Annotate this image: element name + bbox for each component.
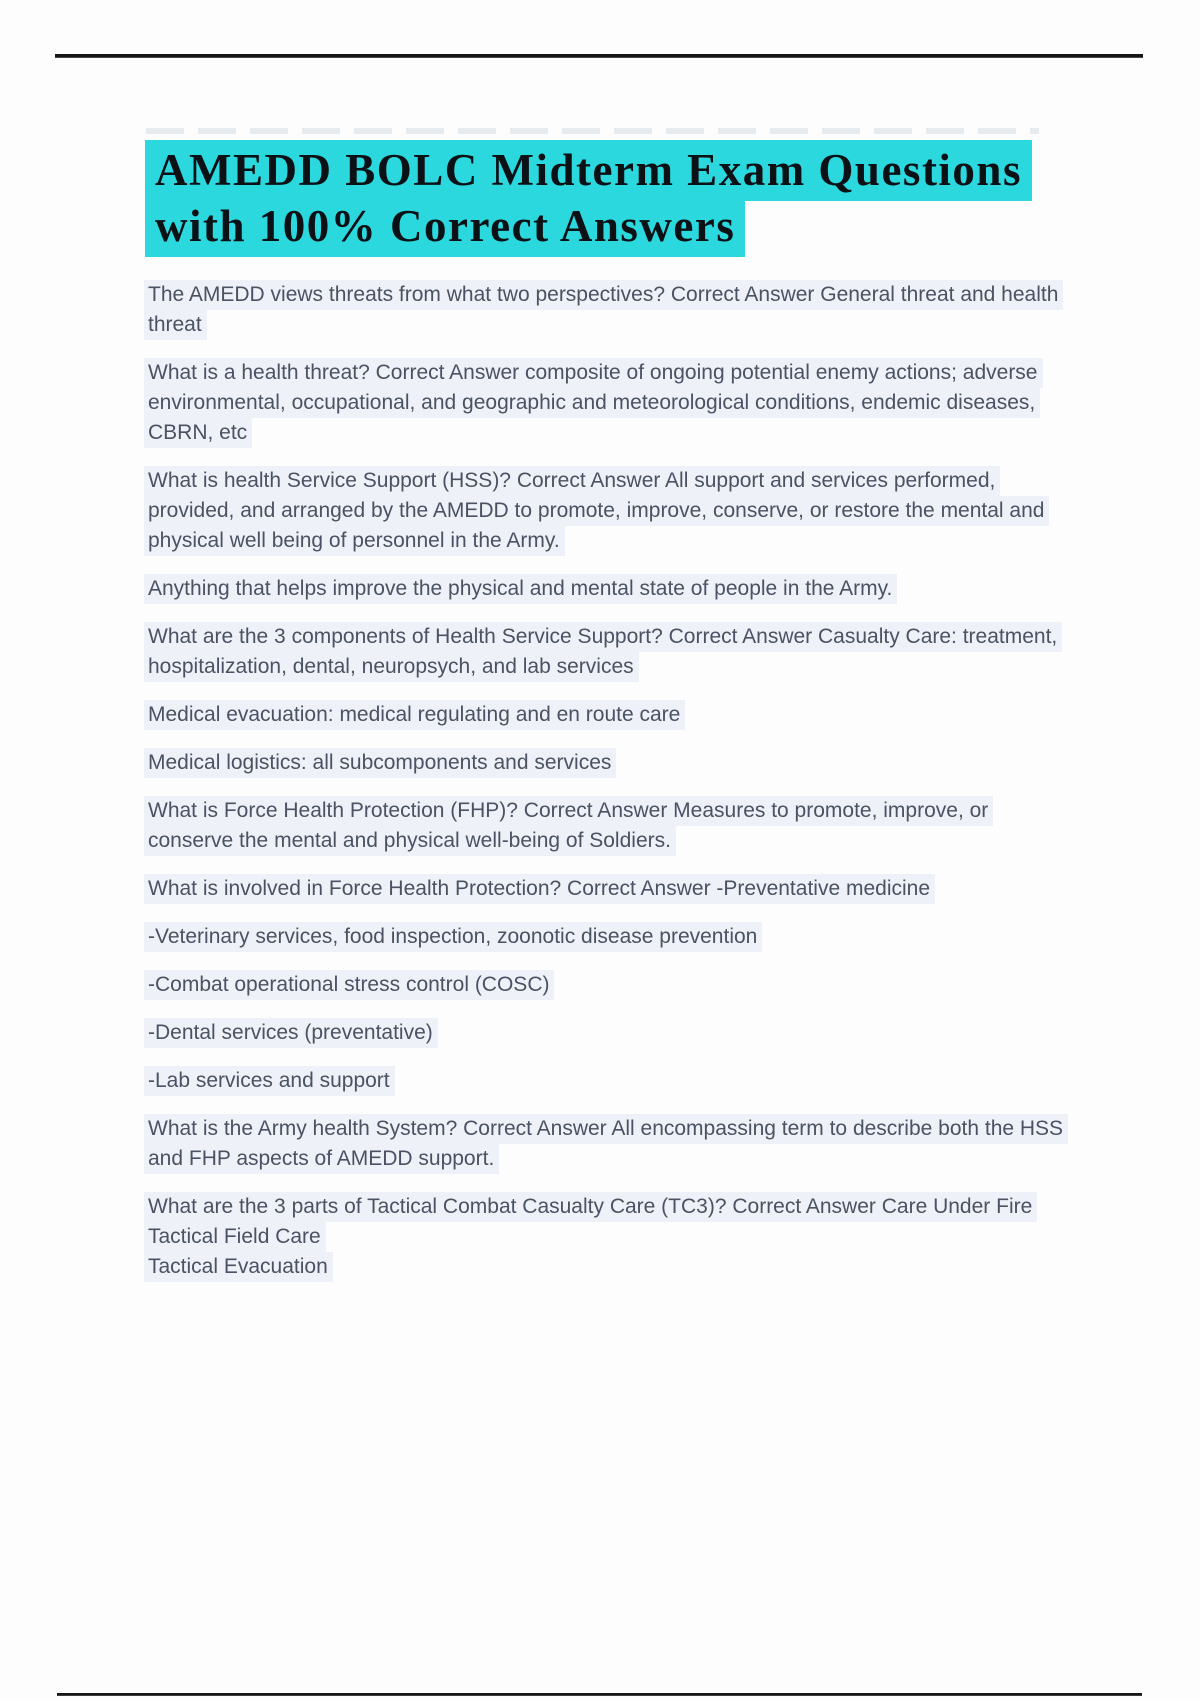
- qa-text-highlight: What are the 3 components of Health Service Support? Correct Answer Casualty Care: treatment, hospitalization, dental, neuropsych, and lab services: [144, 622, 1062, 682]
- qa-text-highlight: Medical evacuation: medical regulating and en route care: [144, 700, 685, 730]
- qa-text-highlight: -Lab services and support: [144, 1066, 395, 1096]
- qa-text-highlight: -Dental services (preventative): [144, 1018, 438, 1048]
- qa-text-highlight: The AMEDD views threats from what two perspectives? Correct Answer General threat and health threat: [144, 280, 1063, 340]
- qa-text-highlight: -Combat operational stress control (COSC): [144, 970, 554, 1000]
- qa-paragraph: [144, 1018, 1076, 1048]
- qa-paragraph: [144, 358, 1076, 448]
- qa-paragraph: [144, 748, 1076, 778]
- qa-content: [144, 280, 1076, 1300]
- qa-paragraph: [144, 922, 1076, 952]
- title-line: [145, 142, 1032, 198]
- qa-paragraph: [144, 574, 1076, 604]
- title-highlight: AMEDD BOLC Midterm Exam Questions: [145, 140, 1032, 201]
- highlight-artifact-strip: [146, 128, 1039, 134]
- qa-paragraph: [144, 1114, 1076, 1174]
- qa-text-highlight: Anything that helps improve the physical and mental state of people in the Army.: [144, 574, 897, 604]
- qa-paragraph: [144, 1192, 1076, 1282]
- qa-paragraph: [144, 874, 1076, 904]
- qa-paragraph: [144, 700, 1076, 730]
- bottom-rule: [57, 1693, 1142, 1696]
- qa-text-highlight: What is health Service Support (HSS)? Correct Answer All support and services performed, provided, and arranged by the AMEDD to promote, improve, conserve, or restore the mental and physical well being of personnel in the Army.: [144, 466, 1049, 556]
- qa-text-highlight: What is Force Health Protection (FHP)? Correct Answer Measures to promote, improve, or conserve the mental and physical well-being of Soldiers.: [144, 796, 993, 856]
- title-highlight: with 100% Correct Answers: [145, 196, 745, 257]
- qa-text-highlight: What is involved in Force Health Protection? Correct Answer -Preventative medicine: [144, 874, 935, 904]
- qa-text-highlight: Medical logistics: all subcomponents and services: [144, 748, 616, 778]
- top-rule: [55, 54, 1143, 58]
- qa-text-highlight: -Veterinary services, food inspection, zoonotic disease prevention: [144, 922, 762, 952]
- qa-text-highlight: What is a health threat? Correct Answer composite of ongoing potential enemy actions; adverse environmental, occupational, and geographic and meteorological conditions, endemic diseases, CBRN, etc: [144, 358, 1043, 448]
- qa-paragraph: [144, 622, 1076, 682]
- qa-paragraph: [144, 466, 1076, 556]
- qa-text-highlight: What are the 3 parts of Tactical Combat Casualty Care (TC3)? Correct Answer Care Under Fire Tactical Field Care Tactical Evacuation: [144, 1192, 1037, 1282]
- title-line: [145, 198, 1032, 254]
- qa-paragraph: [144, 280, 1076, 340]
- document-title: [145, 142, 1032, 254]
- qa-paragraph: [144, 1066, 1076, 1096]
- qa-text-highlight: What is the Army health System? Correct Answer All encompassing term to describe both the HSS and FHP aspects of AMEDD support.: [144, 1114, 1068, 1174]
- qa-paragraph: [144, 796, 1076, 856]
- qa-paragraph: [144, 970, 1076, 1000]
